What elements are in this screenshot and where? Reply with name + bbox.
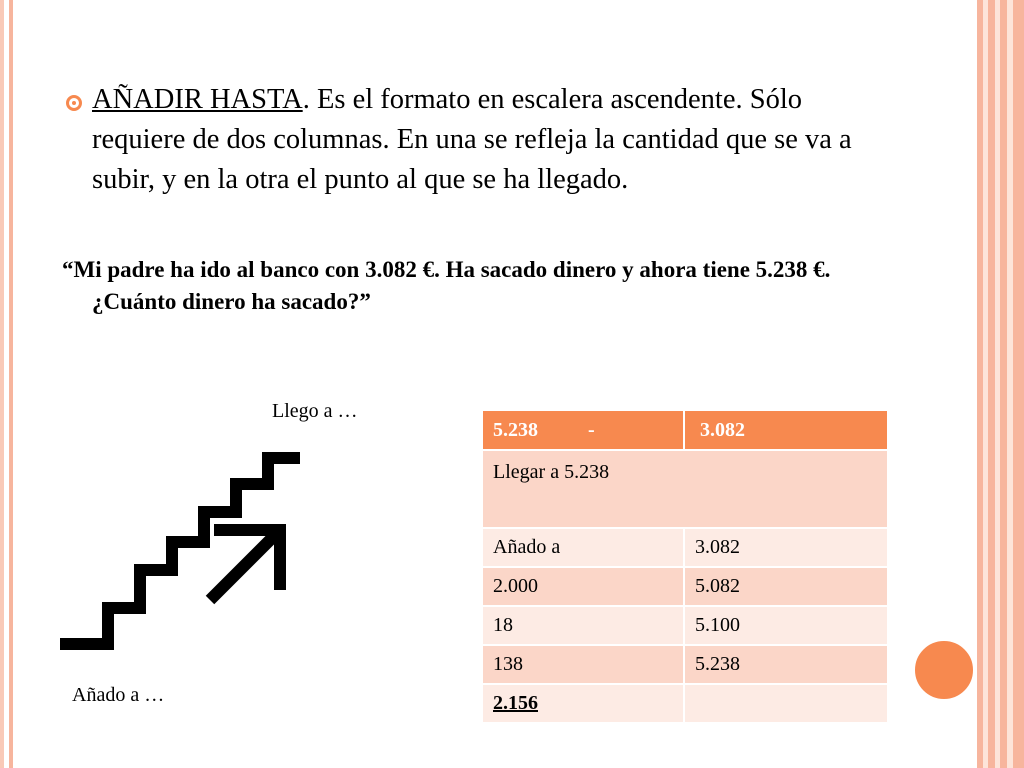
table-cell: 18	[482, 606, 684, 645]
left-border-stripe	[9, 0, 13, 768]
table-cell: Llegar a 5.238	[482, 450, 888, 528]
problem-quote: “Mi padre ha ido al banco con 3.082 €. Ha sacado dinero y ahora tiene 5.238 €. ¿Cuánto dinero ha sacado?”	[62, 257, 831, 314]
table-header-row	[482, 410, 888, 450]
stairs-icon	[58, 448, 308, 658]
anado-label: Añado a …	[72, 684, 165, 706]
bullet-term: AÑADIR HASTA	[92, 84, 303, 115]
table-header-cell: 5.238 -	[482, 410, 684, 450]
llego-label: Llego a …	[272, 400, 358, 422]
table-cell: 3.082	[684, 528, 888, 567]
calculation-table	[481, 409, 889, 724]
right-border-stripe	[1000, 0, 1007, 768]
table-row	[482, 684, 888, 723]
table-total-cell: 2.156	[482, 684, 684, 723]
table-cell: 5.100	[684, 606, 888, 645]
table-cell: 5.238	[684, 645, 888, 684]
bullet-body: . Es el formato en escalera ascendente. Sólo requiere de dos columnas. En una se refleja la cantidad que se va a subir, y en la otra el punto al que se ha llegado.	[92, 84, 852, 195]
table-row	[482, 567, 888, 606]
table-cell: 138	[482, 645, 684, 684]
left-border-stripe	[0, 0, 4, 768]
bullet-paragraph	[62, 80, 862, 200]
table-cell	[684, 684, 888, 723]
table-row	[482, 606, 888, 645]
table-cell: Añado a	[482, 528, 684, 567]
decorative-circle	[912, 638, 976, 702]
arrow-up-right-icon	[210, 530, 280, 600]
bullet-icon	[66, 95, 82, 111]
table-cell: 2.000	[482, 567, 684, 606]
table-cell: 5.082	[684, 567, 888, 606]
bullet-text	[92, 80, 862, 200]
right-border-stripe	[988, 0, 995, 768]
table-row	[482, 528, 888, 567]
table-header-cell: 3.082	[684, 410, 888, 450]
table-row	[482, 645, 888, 684]
right-border-stripe	[1013, 0, 1024, 768]
table-row	[482, 450, 888, 528]
